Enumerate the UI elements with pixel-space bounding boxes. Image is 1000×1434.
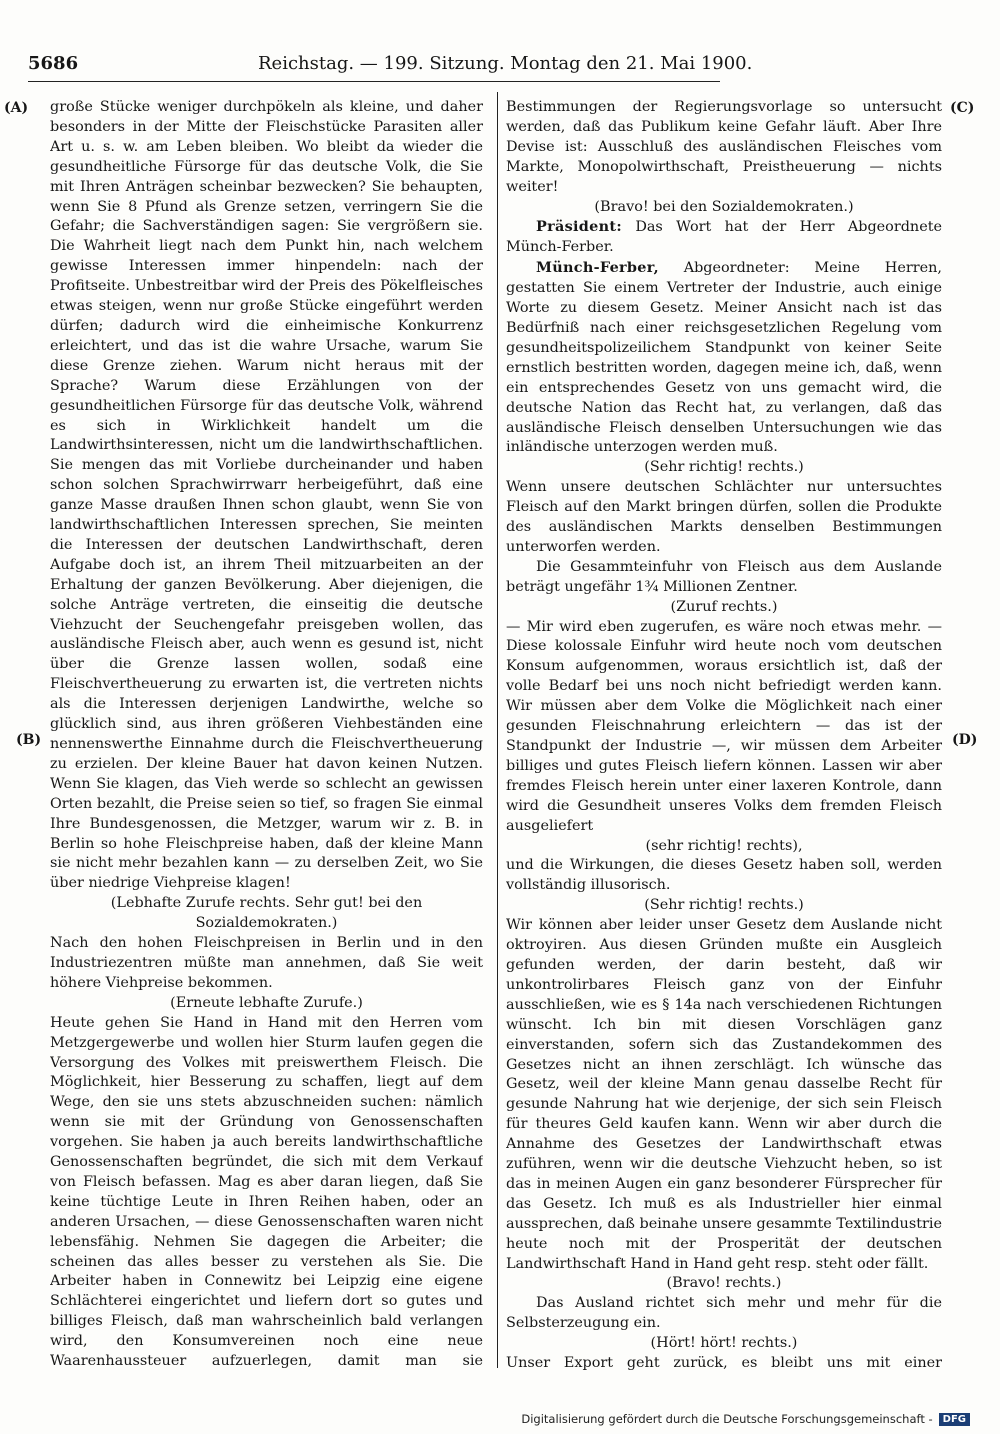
paragraph: Bestimmungen der Regierungsvorlage so untersucht werden, daß das Publikum keine Gefahr läuft. Aber Ihre Devise ist: Ausschluß des ausländischen Fleisches vom Markte, Monopolwirthschaft, Preistheuerung — nichts weiter!: [506, 99, 942, 195]
credit-text: Digitalisierung gefördert durch die Deutsche Forschungsgemeinschaft -: [521, 1412, 933, 1426]
interjection: (Bravo! rechts.): [666, 1275, 782, 1292]
interjection: (Erneute lebhafte Zurufe.): [170, 994, 363, 1011]
paragraph: Die Gesammteinfuhr von Fleisch aus dem Auslande beträgt ungefähr 1¾ Millionen Zentner.: [506, 558, 942, 595]
speaker-name: Münch-Ferber,: [536, 259, 659, 277]
paragraph: Nach den hohen Fleischpreisen in Berlin und in den Industriezentren müßte man annehmen, daß Sie weit höhere Viehpreise bekommen.: [50, 935, 483, 991]
margin-letter-c: (C): [950, 100, 975, 116]
interjection: (Lebhafte Zurufe rechts. Sehr gut! bei den Sozialdemokraten.): [110, 895, 423, 932]
speech-text: Abgeordneter: Meine Herren, gestatten Sie einem Vertreter der Industrie, auch einige Worte zu diesem Gesetz. Meiner Ansicht nach ist das Bedürfniß nach einer reichsgesetzlichen Regelung vom gesundheitspolizeilichem Standpunkt von keiner Seite ernstlich bestritten worden, dagegen meine ich, daß, wenn ein entsprechendes Gesetz von uns gemacht wird, die deutsche Nation das Recht hat, zu verlangen, daß das ausländische Fleisch denselben Untersuchungen wie das inländische unterzogen werden muß.: [506, 260, 942, 456]
interjection: (Zuruf rechts.): [670, 598, 778, 615]
paragraph: Unser Export geht zurück, es bleibt uns mit einer: [506, 1355, 942, 1370]
interjection: (Sehr richtig! rechts.): [644, 459, 804, 476]
column-divider: [497, 92, 498, 1368]
speaker-name: Präsident:: [536, 218, 622, 236]
margin-letter-a: (A): [4, 100, 29, 116]
margin-letter-b: (B): [16, 732, 42, 748]
header-rule: [28, 81, 720, 82]
speaker-paragraph: [506, 217, 942, 258]
paragraph: und die Wirkungen, die dieses Gesetz haben soll, werden vollständig illusorisch.: [506, 857, 942, 894]
paragraph: Das Ausland richtet sich mehr und mehr für die Selbsterzeugung ein.: [506, 1295, 942, 1332]
paragraph: große Stücke weniger durchpökeln als kleine, und daher besonders in der Mitte der Fleischstücke Parasiten aller Art u. s. w. am Leben bleiben. Wo bleibt da wieder die gesundheitliche Fürsorge für das deutsche Volk, die Sie mit Ihren Anträgen scheinbar bezwecken? Sie behaupten, wenn Sie 8 Pfund als Grenze setzen, verringern Sie die Gefahr; die Sachverständigen sagen: Sie vergrößern sie. Die Wahrheit liegt nach dem Punkt hin, nach welchem gewisse Interessen immer hinpendeln: nach der Profitseite. Unbestreitbar wird der Preis des Pökelfleisches etwas steigen, wenn nur große Stücke eingeführt werden dürfen; dadurch wird die einheimische Konkurrenz erleichtert, und das ist die wahre Ursache, warum Sie diese Grenze ziehen. Warum nicht heraus mit der Sprache? Warum diese Erzählungen von der gesundheitlichen Fürsorge für das deutsche Volk, während es sich in Wirklichkeit handelt um die Landwirthsinteressen, nicht um die landwirthschaftlichen. Sie mengen das mit Vorliebe durcheinander und haben schon solchen Sprachwirrwarr herbeigeführt, daß eine ganze Masse draußen Ihnen schon glaubt, wenn Sie von landwirthschaftlichen Interessen sprechen, Sie meinten die Interessen der deutschen Landwirthschaft, deren Aufgabe doch ist, an ihrem Theil mitzuarbeiten an der Erhaltung der ganzen Bevölkerung. Aber diejenigen, die solche Anträge vertreten, die einseitig die deutsche Viehzucht der Seuchengefahr preisgeben wollen, das ausländische Fleisch aber, auch wenn es gesund ist, nicht über die Grenze lassen wollen, sodaß eine Fleischvertheuerung zu erwarten ist, die vertreten nichts als die Interessen derjenigen Landwirthe, welche so glücklich sind, aus ihren größeren Viehbeständen eine nennenswerthe Einnahme durch die Fleischvertheuerung zu erzielen. Der kleine Bauer hat davon keinen Nutzen. Wenn Sie klagen, das Vieh werde so schlecht an gewissen Orten bezahlt, die Preise seien so tief, so fragen Sie einmal Ihre Bundesgenossen, die Metzger, warum wir z. B. in Berlin so hohe Fleischpreise haben, daß der kleine Mann sie nicht mehr bezahlen kann — zu derselben Zeit, wo Sie über niedrige Viehpreise klagen!: [50, 99, 483, 892]
paragraph: Heute gehen Sie Hand in Hand mit den Herren vom Metzgergewerbe und wollen hier Sturm laufen gegen die Versorgung des Volkes mit preiswerthem Fleisch. Die Möglichkeit, hier Besserung zu schaffen, liegt auf dem Wege, den sie uns stets abzuschneiden suchen: nämlich wenn sie mit der Gründung von Genossenschaften vorgehen. Sie haben ja auch bereits landwirthschaftliche Genossenschaften begründet, die sich mit dem Verkauf von Fleisch befassen. Mag es aber daran liegen, daß Sie keine tüchtige Leute in Ihren Reihen haben, oder an anderen Ursachen, — diese Genossenschaften waren nicht lebensfähig. Nehmen Sie dagegen die Arbeiter; die scheinen das alles besser zu verstehen als Sie. Die Arbeiter haben in Connewitz bei Leipzig eine eigene Schlächterei eingerichtet und liefern dort so gutes und billiges Fleisch, daß man wahrscheinlich bald verlangen wird, den Konsumvereinen noch eine neue Waarenhaussteuer aufzuerlegen, damit man sie: [50, 1014, 483, 1370]
dfg-logo: DFG: [939, 1413, 970, 1426]
paragraph: Wenn unsere deutschen Schlächter nur untersuchtes Fleisch auf den Markt bringen dürfen, sollen die Produkte des ausländischen Markts denselben Bestimmungen unterworfen werden.: [506, 479, 942, 555]
page-header: [28, 52, 753, 76]
digitization-credit: [521, 1412, 970, 1426]
speaker-paragraph: [506, 258, 942, 458]
interjection: (Hört! hört! rechts.): [650, 1335, 798, 1352]
running-head: Reichstag. — 199. Sitzung. Montag den 21. Mai 1900.: [258, 53, 753, 74]
paragraph: — Mir wird eben zugerufen, es wäre noch etwas mehr. — Diese kolossale Einfuhr wird heute noch vom deutschen Konsum aufgenommen, woraus ersichtlich ist, daß der volle Bedarf bei uns noch nicht befriedigt werden kann. Wir müssen aber dem Volke die Möglichkeit nach einer gesunden Fleischnahrung erleichtern — das ist der Standpunkt der Industrie —, wir müssen dem Arbeiter billiges und gutes Fleisch liefern können. Lassen wir aber fremdes Fleisch herein unter einer laxeren Kontrole, dann wird die Gesundheit unseres Volks dem fremden Fleisch ausgeliefert: [506, 618, 942, 834]
speech-text: Das Wort hat der Herr Abgeordnete Münch-Ferber.: [506, 219, 942, 256]
interjection: (Bravo! bei den Sozialdemokraten.): [594, 198, 854, 215]
interjection: (sehr richtig! rechts),: [645, 837, 803, 854]
paragraph: Wir können aber leider unser Gesetz dem Auslande nicht oktroyiren. Aus diesen Gründen mußte ein Ausgleich gefunden werden, der darin besteht, daß wir unkontrolirbares Fleisch ganz von der Einfuhr ausschließen, wie es § 14a nach verschiedenen Richtungen wünscht. Ich bin mit diesen Vorschlägen ganz einverstanden, sofern sich das Zustandekommen des Gesetzes nicht an ihnen zerschlägt. Ich wünsche das Gesetz, weil der kleine Mann genau dasselbe Recht für gesunde Nahrung hat wie derjenige, der sich sein Fleisch für theures Geld kaufen kann. Wenn wir aber durch die Annahme des Gesetzes der Landwirthschaft etwas zuführen, wenn wir die deutsche Viehzucht heben, so ist das in meinen Augen ein ganz besonderer Fürsprecher für das Gesetz. Ich muß es als Industrieller hier einmal aussprechen, daß beinahe unsere gesammte Textilindustrie heute noch mit der Prosperität der deutschen Landwirthschaft Hand in Hand geht resp. steht oder fällt.: [506, 917, 942, 1272]
interjection: (Sehr richtig! rechts.): [644, 897, 804, 914]
left-column: [50, 98, 483, 1370]
page-number: 5686: [28, 53, 79, 74]
margin-letter-d: (D): [952, 732, 978, 748]
right-column: [506, 98, 942, 1370]
